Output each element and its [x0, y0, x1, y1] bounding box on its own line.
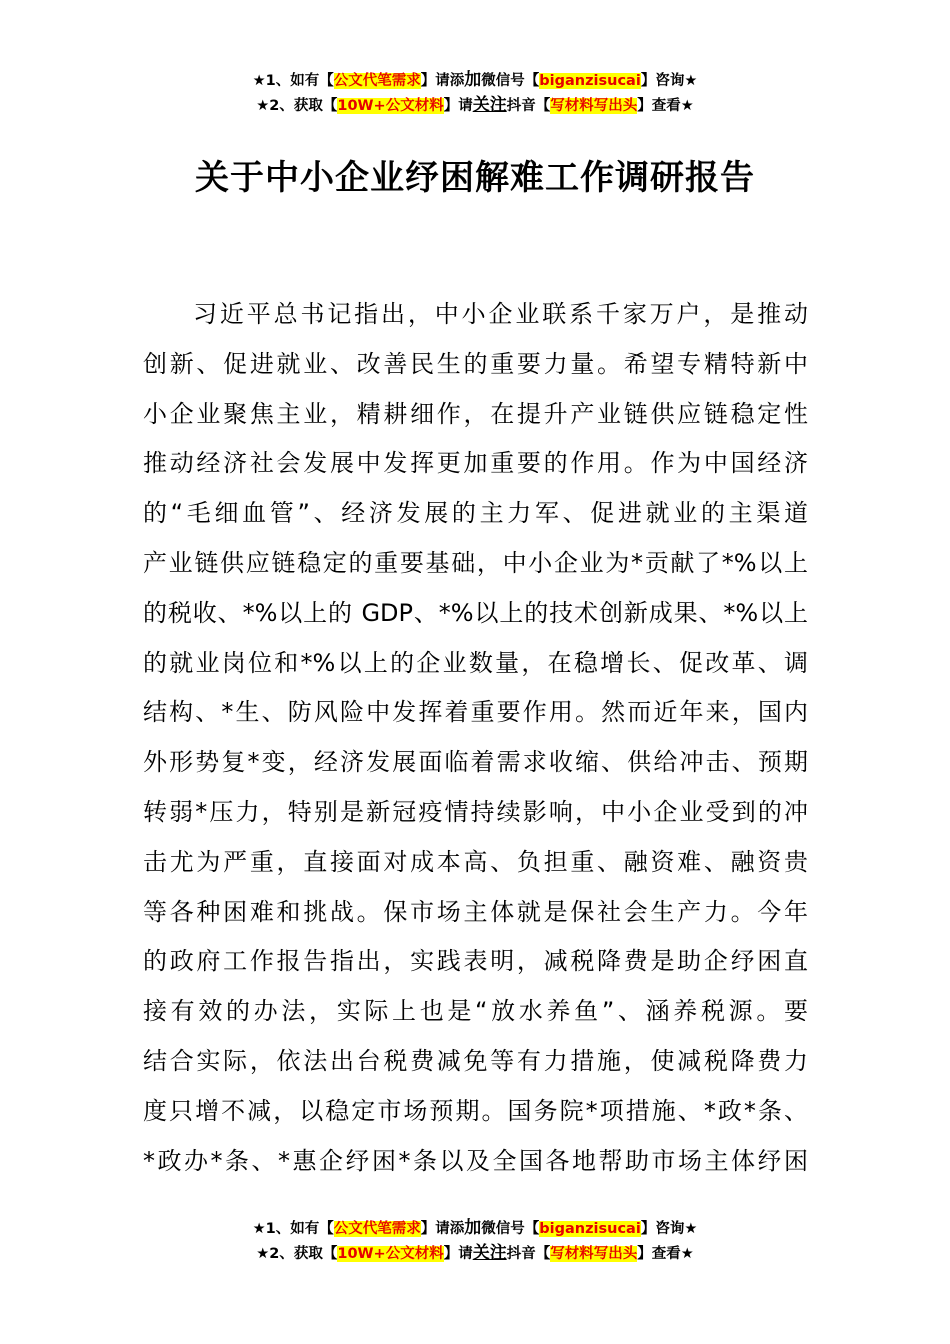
banner-highlight-materials: 10W+公文材料 [337, 1246, 444, 1262]
body-line: 接有效的办法，实际上也是“放水养鱼”、涵养税源。要 [143, 997, 808, 1026]
banner-row2-suffix: 】查看★ [637, 1246, 694, 1262]
banner-row1-emph: 加 [464, 70, 482, 90]
body-line: 习近平总书记指出，中小企业联系千家万户，是推动 [193, 300, 808, 328]
banner-row2-mid1: 】请 [443, 1246, 473, 1262]
banner-row1-mid2: 微信号【 [481, 1221, 540, 1237]
banner-row1-suffix: 】咨询★ [640, 73, 698, 89]
banner-highlight-materials: 10W+公文材料 [337, 98, 444, 114]
body-line: 推动经济社会发展中发挥更加重要的作用。作为中国经济 [143, 449, 808, 478]
banner-row1-prefix: ★1、如有【 [252, 1221, 334, 1237]
body-line: 产业链供应链稳定的重要基础，中小企业为*贡献了*%以上 [143, 548, 808, 577]
banner-row-1 [0, 68, 950, 93]
body-line: *政办*条、*惠企纾困*条以及全国各地帮助市场主体纾困 [143, 1146, 808, 1175]
banner-row1-mid1: 】请添 [420, 1221, 465, 1237]
banner-row2-prefix: ★2、获取【 [256, 1246, 338, 1262]
banner-highlight-douyin: 写材料写出头 [550, 98, 638, 114]
banner-row1-prefix: ★1、如有【 [252, 73, 334, 89]
banner-highlight-service: 公文代笔需求 [333, 1221, 421, 1237]
banner-row2-mid2: 抖音【 [506, 98, 551, 114]
banner-row-1 [0, 1216, 950, 1241]
banner-row2-mid2: 抖音【 [506, 1246, 551, 1262]
document-title: 关于中小企业纾困解难工作调研报告 [195, 158, 755, 198]
document-body [143, 290, 808, 1186]
banner-row2-prefix: ★2、获取【 [256, 98, 338, 114]
body-line: 击尤为严重，直接面对成本高、负担重、融资难、融资贵 [143, 847, 808, 876]
banner-highlight-douyin: 写材料写出头 [550, 1246, 638, 1262]
body-line: 的政府工作报告指出，实践表明，减税降费是助企纾困直 [143, 947, 808, 976]
body-line: 的就业岗位和*%以上的企业数量，在稳增长、促改革、调 [143, 648, 808, 677]
body-line: 创新、促进就业、改善民生的重要力量。希望专精特新中 [143, 349, 808, 378]
body-line: 转弱*压力，特别是新冠疫情持续影响，中小企业受到的冲 [143, 797, 808, 826]
banner-row-2 [0, 93, 950, 118]
banner-highlight-service: 公文代笔需求 [333, 73, 421, 89]
banner-highlight-wechat: biganzisucai [539, 73, 641, 89]
body-line: 的“毛细血管”、经济发展的主力军、促进就业的主渠道 [143, 499, 808, 528]
banner-highlight-wechat: biganzisucai [539, 1221, 641, 1237]
banner-row2-suffix: 】查看★ [637, 98, 694, 114]
banner-row-2 [0, 1241, 950, 1266]
banner-row1-emph: 加 [464, 1218, 482, 1238]
body-line: 等各种困难和挑战。保市场主体就是保社会生产力。今年 [143, 897, 808, 926]
banner-row1-mid2: 微信号【 [481, 73, 540, 89]
banner-row2-emph: 关注 [472, 95, 507, 115]
body-line: 度只增不减，以稳定市场预期。国务院*项措施、*政*条、 [143, 1096, 808, 1125]
banner-row1-suffix: 】咨询★ [640, 1221, 698, 1237]
body-line: 的税收、*%以上的 GDP、*%以上的技术创新成果、*%以上 [143, 598, 808, 627]
body-line: 小企业聚焦主业，精耕细作，在提升产业链供应链稳定性 [143, 399, 808, 428]
body-line: 结合实际，依法出台税费减免等有力措施，使减税降费力 [143, 1046, 808, 1075]
body-line: 外形势复*变，经济发展面临着需求收缩、供给冲击、预期 [143, 748, 808, 777]
footer-banner [0, 1216, 950, 1266]
banner-row2-emph: 关注 [472, 1243, 507, 1263]
banner-row2-mid1: 】请 [443, 98, 473, 114]
body-line: 结构、*生、防风险中发挥着重要作用。然而近年来，国内 [143, 698, 808, 727]
header-banner [0, 68, 950, 118]
banner-row1-mid1: 】请添 [420, 73, 465, 89]
